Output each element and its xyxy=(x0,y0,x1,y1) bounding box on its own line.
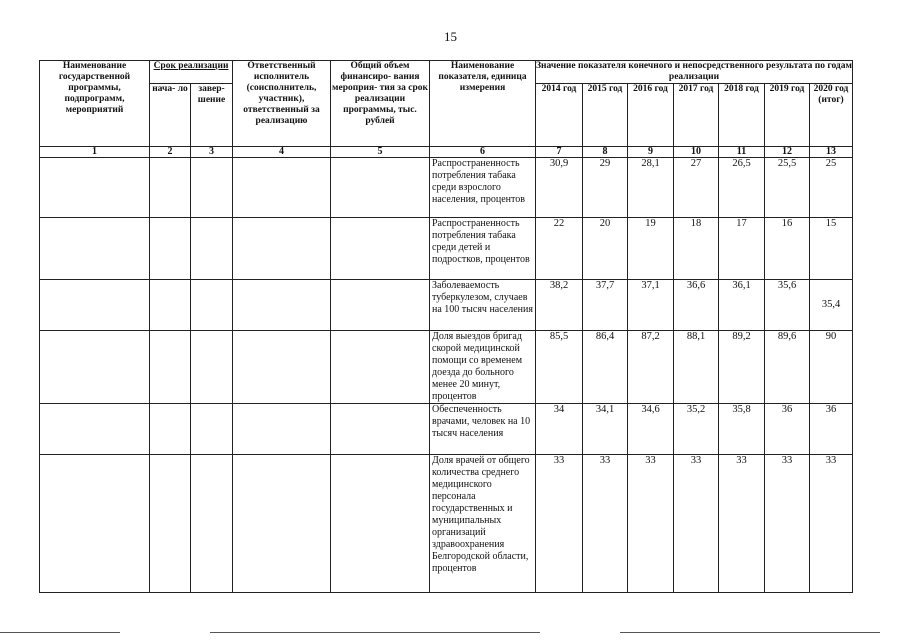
value-2018: 17 xyxy=(719,218,765,280)
header-start: нача- ло xyxy=(150,84,191,147)
column-number: 6 xyxy=(430,147,536,158)
column-number: 12 xyxy=(765,147,810,158)
empty-cell xyxy=(150,218,191,280)
header-year-2015: 2015 год xyxy=(583,84,628,147)
header-values-group: Значение показателя конечного и непосредственного результата по годам реализации xyxy=(536,61,852,82)
column-number: 9 xyxy=(628,147,674,158)
value-2020: 15 xyxy=(810,218,853,280)
column-number: 8 xyxy=(583,147,628,158)
empty-cell xyxy=(331,404,430,455)
indicator-name: Заболеваемость туберкулезом, случаев на 100 тысяч населения xyxy=(430,280,536,331)
header-year-2019: 2019 год xyxy=(765,84,810,147)
empty-cell xyxy=(233,280,331,331)
value-2015: 86,4 xyxy=(583,331,628,404)
column-number: 3 xyxy=(191,147,233,158)
empty-cell xyxy=(191,218,233,280)
header-period: Срок реализации xyxy=(150,61,233,84)
value-2014: 85,5 xyxy=(536,331,583,404)
empty-cell xyxy=(40,158,150,218)
empty-cell xyxy=(233,158,331,218)
value-2017: 35,2 xyxy=(674,404,719,455)
value-2018: 33 xyxy=(719,455,765,593)
empty-cell xyxy=(191,158,233,218)
value-2016: 19 xyxy=(628,218,674,280)
header-funding: Общий объем финансиро- вания мероприя- тия за срок реализации программы, тыс. рублей xyxy=(331,61,430,147)
value-2016: 33 xyxy=(628,455,674,593)
column-number: 7 xyxy=(536,147,583,158)
value-2018: 35,8 xyxy=(719,404,765,455)
header-indicator: Наименование показателя, единица измерения xyxy=(430,61,536,147)
column-number: 11 xyxy=(719,147,765,158)
header-year-2016: 2016 год xyxy=(628,84,674,147)
value-2014: 38,2 xyxy=(536,280,583,331)
value-2017: 36,6 xyxy=(674,280,719,331)
value-2019: 35,6 xyxy=(765,280,810,331)
empty-cell xyxy=(191,280,233,331)
value-2020: 36 xyxy=(810,404,853,455)
value-2015: 33 xyxy=(583,455,628,593)
indicators-table xyxy=(39,60,853,593)
value-2017: 18 xyxy=(674,218,719,280)
empty-cell xyxy=(331,455,430,593)
value-2020: 33 xyxy=(810,455,853,593)
empty-cell xyxy=(233,218,331,280)
header-year-2017: 2017 год xyxy=(674,84,719,147)
empty-cell xyxy=(150,331,191,404)
value-2019: 89,6 xyxy=(765,331,810,404)
empty-cell xyxy=(191,455,233,593)
empty-cell xyxy=(150,158,191,218)
table-row xyxy=(40,158,853,218)
value-2015: 29 xyxy=(583,158,628,218)
value-2016: 28,1 xyxy=(628,158,674,218)
empty-cell xyxy=(191,404,233,455)
value-2016: 37,1 xyxy=(628,280,674,331)
header-year-2018: 2018 год xyxy=(719,84,765,147)
value-2014: 22 xyxy=(536,218,583,280)
value-2015: 34,1 xyxy=(583,404,628,455)
value-2018: 26,5 xyxy=(719,158,765,218)
table-row xyxy=(40,218,853,280)
column-number-row xyxy=(40,147,853,158)
value-2017: 33 xyxy=(674,455,719,593)
table-row xyxy=(40,331,853,404)
empty-cell xyxy=(331,331,430,404)
empty-cell xyxy=(331,280,430,331)
value-2019: 33 xyxy=(765,455,810,593)
column-number: 5 xyxy=(331,147,430,158)
scan-edge-line xyxy=(210,632,540,633)
header-executor: Ответственный исполнитель (соисполнитель, участник), ответственный за реализацию xyxy=(233,61,331,147)
scan-edge-line xyxy=(620,632,880,633)
value-2017: 27 xyxy=(674,158,719,218)
column-number: 10 xyxy=(674,147,719,158)
empty-cell xyxy=(191,331,233,404)
header-year-2020: 2020 год (итог) xyxy=(810,84,853,147)
header-program-name: Наименование государственной программы, подпрограмм, мероприятий xyxy=(40,61,150,147)
column-number: 1 xyxy=(40,147,150,158)
column-number: 4 xyxy=(233,147,331,158)
value-2015: 20 xyxy=(583,218,628,280)
value-2014: 33 xyxy=(536,455,583,593)
empty-cell xyxy=(40,218,150,280)
header-year-2014: 2014 год xyxy=(536,84,583,147)
indicator-name: Распространенность потребления табака среди детей и подростков, процентов xyxy=(430,218,536,280)
value-2019: 25,5 xyxy=(765,158,810,218)
column-number: 13 xyxy=(810,147,853,158)
empty-cell xyxy=(150,280,191,331)
empty-cell xyxy=(233,455,331,593)
table-row xyxy=(40,455,853,593)
empty-cell xyxy=(150,404,191,455)
empty-cell xyxy=(40,455,150,593)
header-end: завер- шение xyxy=(191,84,233,147)
value-2020: 25 xyxy=(810,158,853,218)
value-2014: 30,9 xyxy=(536,158,583,218)
value-2016: 87,2 xyxy=(628,331,674,404)
table-row xyxy=(40,404,853,455)
value-2018: 36,1 xyxy=(719,280,765,331)
empty-cell xyxy=(40,280,150,331)
value-2015: 37,7 xyxy=(583,280,628,331)
column-number: 2 xyxy=(150,147,191,158)
empty-cell xyxy=(331,158,430,218)
value-2014: 34 xyxy=(536,404,583,455)
empty-cell xyxy=(233,331,331,404)
indicator-name: Распространенность потребления табака среди взрослого населения, процентов xyxy=(430,158,536,218)
value-2016: 34,6 xyxy=(628,404,674,455)
value-2020: 90 xyxy=(810,331,853,404)
indicator-name: Обеспеченность врачами, человек на 10 тысяч населения xyxy=(430,404,536,455)
empty-cell xyxy=(40,331,150,404)
indicator-name: Доля врачей от общего количества среднего медицинского персонала государственных и муниципальных организаций здравоохранения Белгородской области, процентов xyxy=(430,455,536,593)
page-number: 15 xyxy=(444,29,457,44)
empty-cell xyxy=(233,404,331,455)
empty-cell xyxy=(40,404,150,455)
indicator-name: Доля выездов бригад скорой медицинской помощи со временем доезда до больного менее 20 минут, процентов xyxy=(430,331,536,404)
value-2018: 89,2 xyxy=(719,331,765,404)
table-row xyxy=(40,280,853,331)
value-2019: 36 xyxy=(765,404,810,455)
value-2020: 35,4 xyxy=(810,280,853,331)
empty-cell xyxy=(150,455,191,593)
value-2017: 88,1 xyxy=(674,331,719,404)
scan-edge-line xyxy=(0,632,120,633)
value-2019: 16 xyxy=(765,218,810,280)
empty-cell xyxy=(331,218,430,280)
